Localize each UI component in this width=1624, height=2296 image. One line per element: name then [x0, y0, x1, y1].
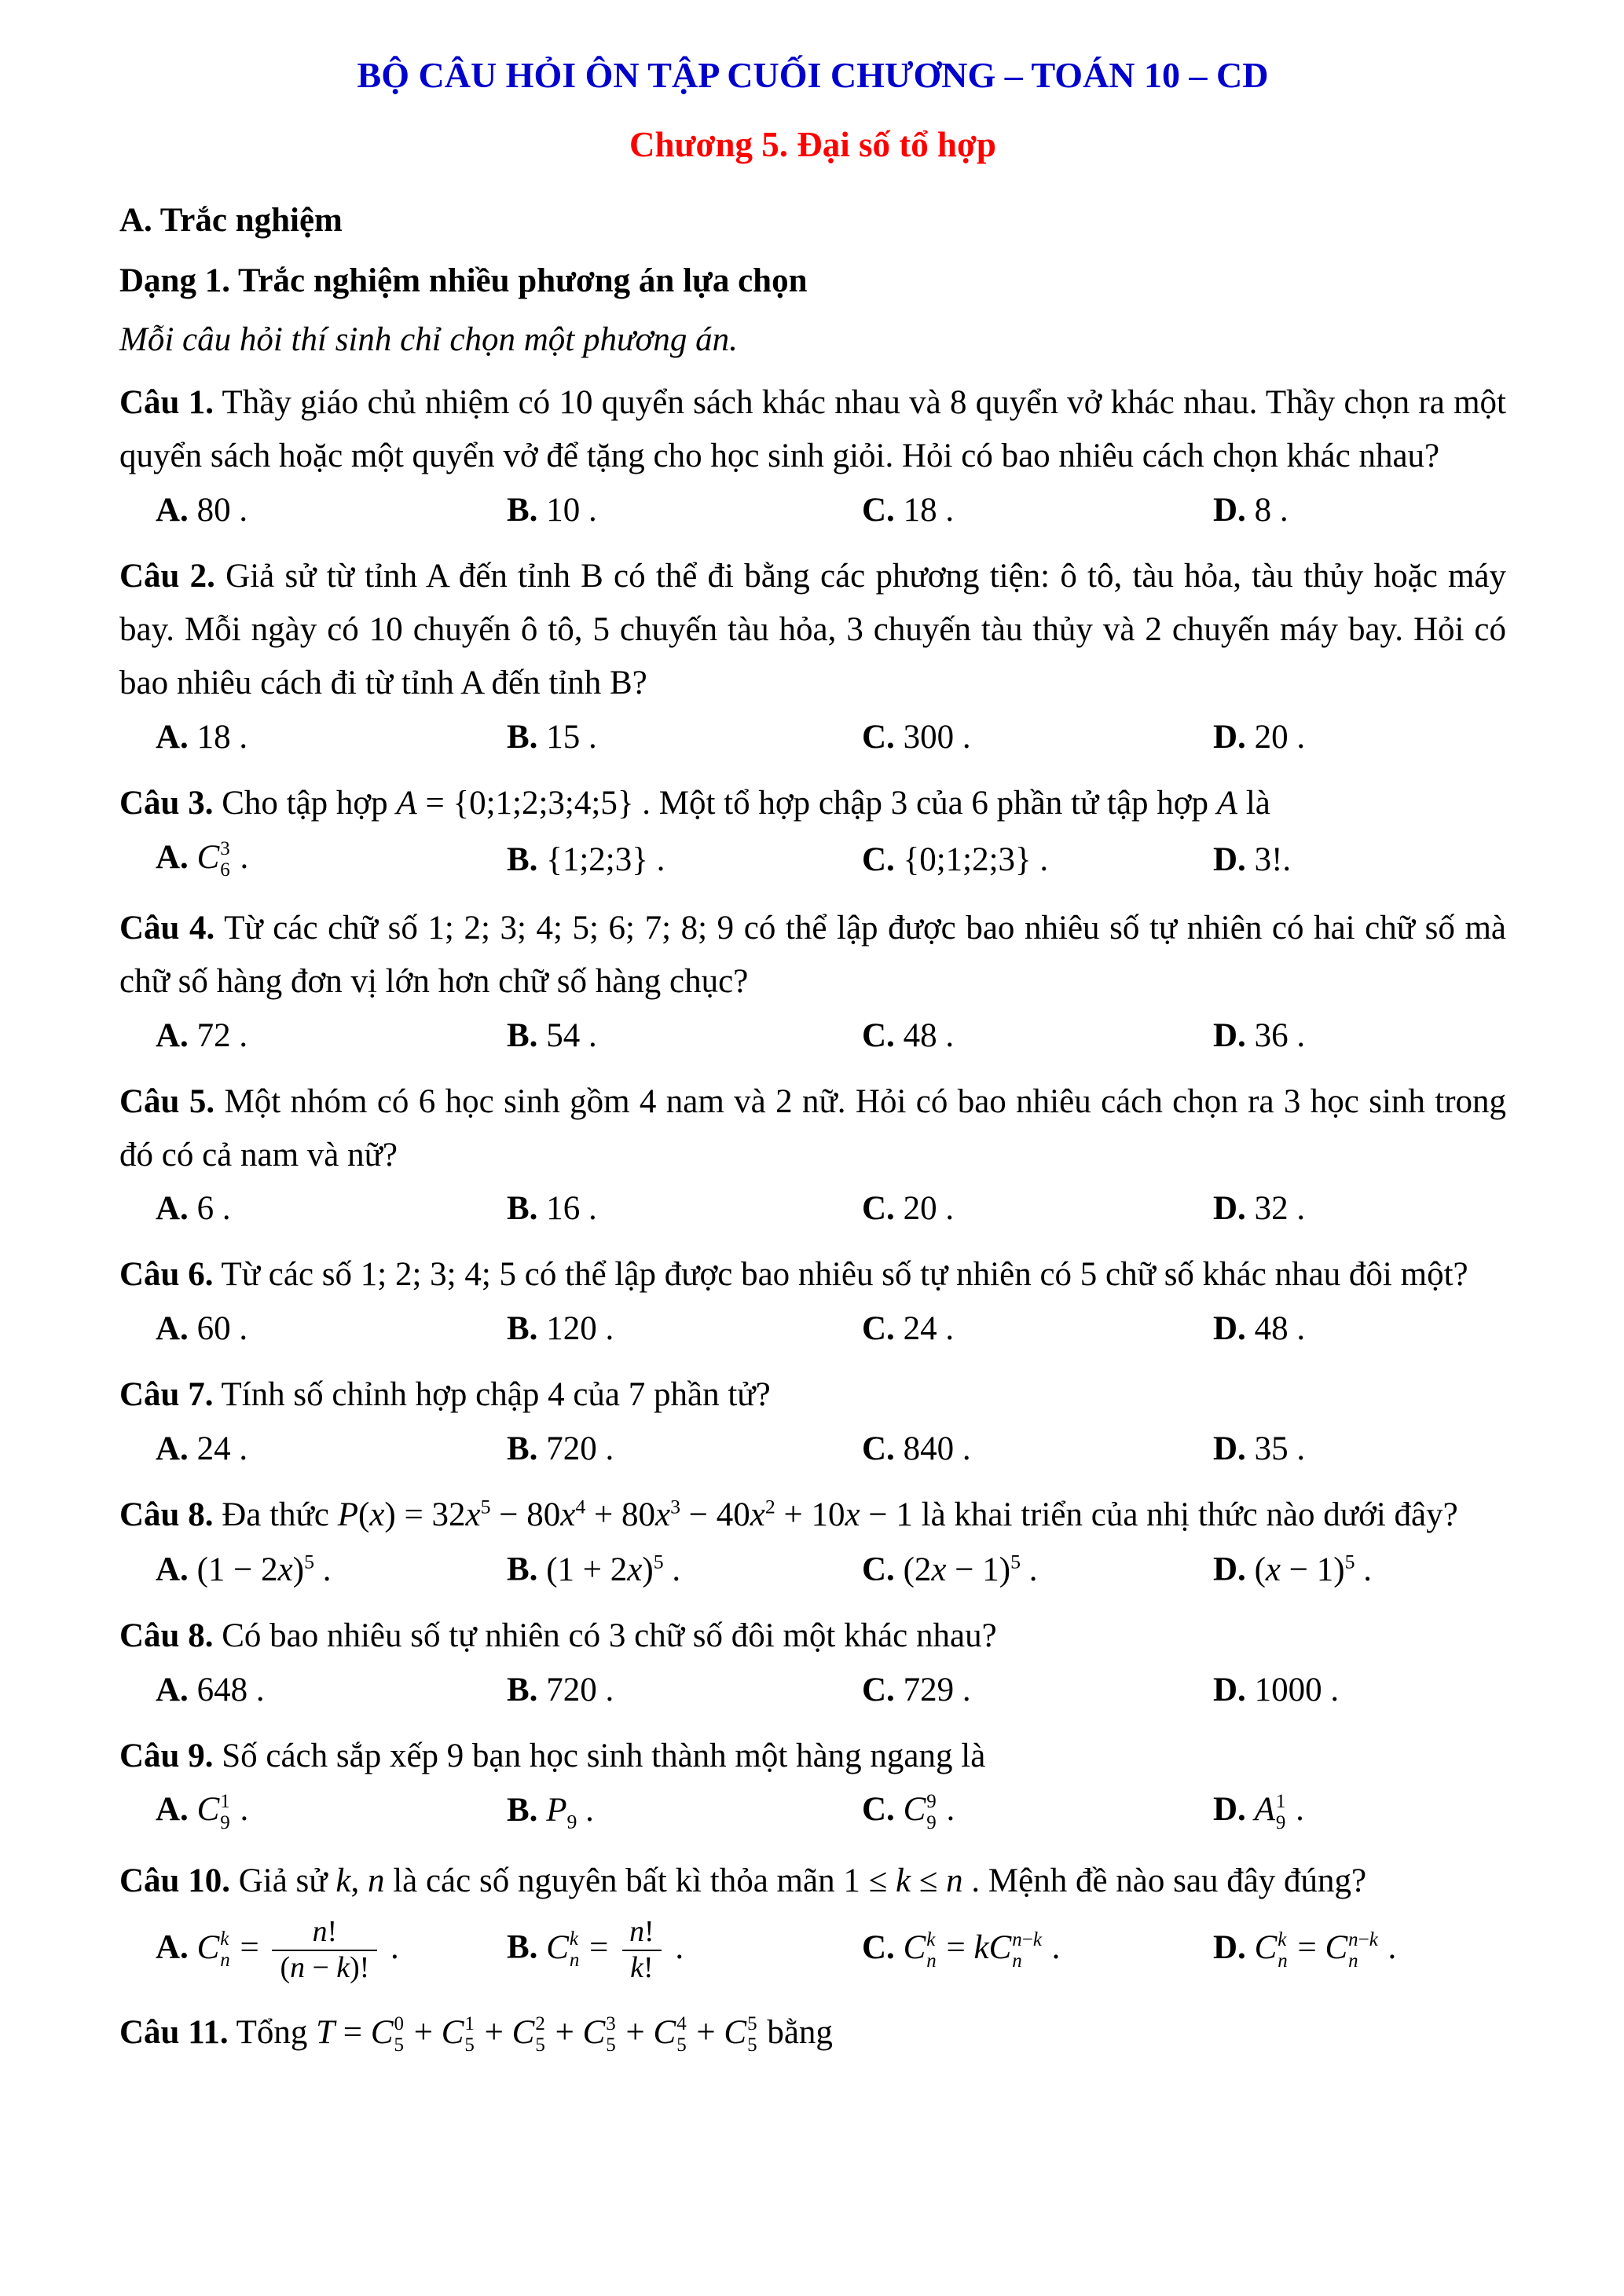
option-letter: B. [507, 718, 538, 756]
option-letter: D. [1213, 1929, 1246, 1967]
options-row [119, 1550, 1506, 1588]
option-c [862, 1430, 1213, 1468]
question-8b [119, 1609, 1506, 1709]
option-d [1213, 1928, 1506, 1972]
question-body: Tính số chỉnh hợp chập 4 của 7 phần tử? [221, 1376, 771, 1414]
option-value: 36 . [1254, 1016, 1306, 1054]
question-body: Thầy giáo chủ nhiệm có 10 quyển sách khác nhau và 8 quyển vở khác nhau. Thầy chọn ra một quyển sách hoặc một quyển vở để tặng cho học sinh giỏi. Hỏi có bao nhiêu cách chọn khác nhau? [119, 384, 1506, 474]
option-c [862, 1309, 1213, 1348]
options-row [119, 1790, 1506, 1833]
option-letter: C. [862, 1929, 895, 1967]
options-row [119, 1915, 1506, 1985]
option-letter: B. [507, 1791, 538, 1829]
question-body: Số cách sắp xếp 9 bạn học sinh thành một hàng ngang là [222, 1737, 986, 1774]
option-value: $(2x - 1)^5$ . [903, 1550, 1038, 1588]
question-body: Có bao nhiêu số tự nhiên có 3 chữ số đôi một khác nhau? [222, 1617, 997, 1654]
option-value: 60 . [196, 1310, 248, 1348]
option-c [862, 1671, 1213, 1709]
option-b [507, 1671, 862, 1709]
option-b [507, 1430, 862, 1468]
option-d [1213, 1430, 1506, 1468]
options-row [119, 838, 1506, 881]
option-letter: A. [156, 491, 189, 529]
option-letter: A. [156, 1791, 189, 1829]
option-letter: D. [1213, 1310, 1246, 1348]
option-letter: C. [862, 1551, 895, 1588]
question-label: Câu 1. [119, 384, 214, 422]
option-c [862, 718, 1213, 756]
option-letter: C. [862, 840, 895, 878]
option-letter: C. [862, 1430, 895, 1468]
option-value: 120 . [546, 1310, 614, 1348]
option-b [507, 1791, 862, 1834]
question-text [119, 1489, 1506, 1542]
question-body: Giả sử từ tỉnh A đến tỉnh B có thể đi bằng các phương tiện: ô tô, tàu hỏa, tàu thủy hoặc máy bay. Mỗi ngày có 10 chuyến ô tô, 5 chuyến tàu hỏa, 3 chuyến tàu thủy và 2 chuyến máy bay. Hỏi có bao nhiêu cách đi từ tỉnh A đến tỉnh B? [119, 557, 1507, 701]
option-letter: A. [156, 1016, 189, 1054]
option-a [156, 718, 507, 756]
option-value: C k n = $\frac{n!}{k!}$ . [546, 1915, 684, 1984]
option-letter: B. [507, 1928, 538, 1966]
question-body: Giả sử k, n là các số nguyên bất kì thỏa mãn 1 ≤ k ≤ n . Mệnh đề nào sau đây đúng? [238, 1862, 1367, 1899]
doc-title: BỘ CÂU HỎI ÔN TẬP CUỐI CHƯƠNG – TOÁN 10 – CD [357, 55, 1269, 95]
option-letter: A. [156, 1430, 189, 1468]
option-value: 648 . [196, 1671, 265, 1708]
option-value: 18 . [196, 718, 248, 756]
option-value: 18 . [903, 491, 955, 529]
question-text [119, 1075, 1506, 1182]
question-text [119, 1855, 1506, 1908]
option-value: 8 . [1254, 491, 1289, 529]
option-letter: D. [1213, 491, 1246, 529]
option-value: 1000 . [1254, 1671, 1340, 1708]
option-c [862, 1016, 1213, 1055]
options-row [119, 718, 1506, 756]
question-text [119, 1609, 1506, 1663]
question-text [119, 1730, 1506, 1783]
question-text [119, 777, 1506, 830]
option-value: 35 . [1254, 1430, 1306, 1468]
option-d [1213, 491, 1506, 529]
option-letter: B. [507, 840, 538, 878]
question-text [119, 376, 1506, 483]
option-letter: A. [156, 718, 189, 756]
question-body: Cho tập hợp A = {0;1;2;3;4;5} . Một tổ hợp chập 3 của 6 phần tử tập hợp A là [222, 784, 1270, 822]
option-letter: D. [1213, 1430, 1246, 1468]
option-letter: D. [1213, 1190, 1246, 1228]
option-letter: C. [862, 491, 895, 529]
question-label: Câu 11. [119, 2013, 229, 2051]
option-letter: B. [507, 1190, 538, 1228]
options-row [119, 1016, 1506, 1055]
option-value: 72 . [196, 1016, 248, 1054]
option-value: 720 . [546, 1671, 614, 1708]
option-letter: B. [507, 1671, 538, 1708]
option-value: 24 . [903, 1310, 955, 1348]
question-1 [119, 376, 1506, 529]
option-value: 15 . [546, 718, 597, 756]
question-text [119, 902, 1506, 1009]
option-letter: B. [507, 1016, 538, 1054]
question-text [119, 550, 1506, 710]
option-value: $(1 + 2x)^5$ . [546, 1550, 681, 1588]
option-value: 720 . [546, 1430, 614, 1468]
question-label: Câu 2. [119, 557, 215, 595]
options-row [119, 491, 1506, 529]
option-b [507, 1309, 862, 1348]
option-letter: B. [507, 491, 538, 529]
question-text [119, 1248, 1506, 1302]
option-a [156, 1671, 507, 1709]
options-row [119, 1189, 1506, 1228]
option-a [156, 1309, 507, 1348]
option-letter: C. [862, 1310, 895, 1348]
question-label: Câu 10. [119, 1862, 230, 1899]
option-value: $P_9$ . [546, 1791, 594, 1833]
option-letter: D. [1213, 718, 1246, 756]
option-c [862, 1550, 1213, 1588]
option-letter: D. [1213, 1671, 1246, 1708]
option-b [507, 1915, 862, 1985]
option-value: 300 . [903, 718, 971, 756]
option-letter: A. [156, 1928, 189, 1966]
option-value: 80 . [196, 491, 248, 529]
question-body: Một nhóm có 6 học sinh gồm 4 nam và 2 nữ. Hỏi có bao nhiêu cách chọn ra 3 học sinh trong đó có cả nam và nữ? [119, 1082, 1507, 1174]
question-7 [119, 1368, 1506, 1468]
option-value: C 9 9 . [903, 1790, 955, 1833]
option-b [507, 840, 862, 879]
option-value: C k n = $\frac{n!}{(n - k)!}$ . [196, 1915, 399, 1984]
option-a [156, 1189, 507, 1228]
option-letter: A. [156, 838, 189, 876]
question-label: Câu 9. [119, 1737, 214, 1774]
question-label: Câu 3. [119, 784, 214, 822]
option-a [156, 1915, 507, 1985]
option-letter: C. [862, 1791, 895, 1829]
option-value: 10 . [546, 491, 597, 529]
option-c [862, 491, 1213, 529]
option-value: 3!. [1254, 840, 1292, 878]
question-4 [119, 902, 1506, 1055]
question-8a [119, 1489, 1506, 1588]
question-text [119, 2006, 1506, 2060]
option-c [862, 1790, 1213, 1833]
question-label: Câu 8. [119, 1617, 214, 1654]
option-letter: A. [156, 1310, 189, 1348]
option-a [156, 1550, 507, 1588]
option-letter: C. [862, 1671, 895, 1708]
question-5 [119, 1075, 1506, 1229]
question-label: Câu 8. [119, 1496, 214, 1534]
option-a [156, 1016, 507, 1055]
option-letter: C. [862, 718, 895, 756]
option-letter: C. [862, 1016, 895, 1054]
instruction-note: Mỗi câu hỏi thí sinh chỉ chọn một phương án. [119, 321, 738, 359]
option-value: {0;1;2;3} . [903, 840, 1049, 878]
option-b [507, 1016, 862, 1055]
option-a [156, 1790, 507, 1833]
option-letter: B. [507, 1310, 538, 1348]
option-value: C k n = C n−k n . [1254, 1928, 1397, 1972]
option-value: 16 . [546, 1190, 597, 1228]
option-letter: D. [1213, 1016, 1246, 1054]
options-row [119, 1309, 1506, 1348]
option-letter: B. [507, 1430, 538, 1468]
dang-1-heading: Dạng 1. Trắc nghiệm nhiều phương án lựa chọn [119, 262, 808, 300]
question-body: Tổng T = C 0 5 + C 1 5 + C 2 5 + C 3 5 + C 4 5 + C 5 5 bằng [236, 2012, 833, 2056]
option-value: 20 . [903, 1190, 955, 1228]
option-d [1213, 1016, 1506, 1055]
question-label: Câu 7. [119, 1376, 214, 1414]
option-letter: B. [507, 1551, 538, 1588]
option-c [862, 1189, 1213, 1228]
option-c [862, 840, 1213, 879]
option-value: 6 . [196, 1190, 231, 1228]
option-letter: A. [156, 1671, 189, 1708]
question-label: Câu 4. [119, 909, 215, 947]
options-row [119, 1430, 1506, 1468]
option-value: $(1 - 2x)^5$ . [196, 1550, 332, 1588]
option-letter: A. [156, 1551, 189, 1588]
question-9 [119, 1730, 1506, 1834]
option-value: 48 . [1254, 1310, 1306, 1348]
option-letter: D. [1213, 1551, 1246, 1588]
option-value: 32 . [1254, 1190, 1306, 1228]
question-text [119, 1368, 1506, 1422]
option-value: 840 . [903, 1430, 971, 1468]
question-label: Câu 6. [119, 1256, 214, 1294]
question-11 [119, 2006, 1506, 2060]
option-value: $(x - 1)^5$ . [1254, 1550, 1372, 1588]
option-value: {1;2;3} . [546, 840, 665, 878]
option-d [1213, 1671, 1506, 1709]
option-letter: C. [862, 1190, 895, 1228]
question-body: Đa thức $P(x) = 32x^5 - 80x^4 + 80x^3 - 40x^2 + 10x - 1$ là khai triển của nhị thức nào dưới đây? [222, 1496, 1458, 1534]
option-letter: D. [1213, 1791, 1246, 1829]
option-value: A 1 9 . [1254, 1790, 1304, 1833]
option-letter: D. [1213, 840, 1246, 878]
option-value: 54 . [546, 1016, 597, 1054]
option-letter: A. [156, 1190, 189, 1228]
option-value: C k n = kC n−k n . [903, 1928, 1061, 1972]
question-6 [119, 1248, 1506, 1348]
option-b [507, 1189, 862, 1228]
option-b [507, 718, 862, 756]
option-a [156, 1430, 507, 1468]
option-a [156, 491, 507, 529]
option-value: 20 . [1254, 718, 1306, 756]
option-value: 24 . [196, 1430, 248, 1468]
options-row [119, 1671, 1506, 1709]
option-d [1213, 1189, 1506, 1228]
option-value: C 1 9 . [196, 1790, 249, 1833]
question-body: Từ các chữ số 1; 2; 3; 4; 5; 6; 7; 8; 9 có thể lập được bao nhiêu số tự nhiên có hai chữ số mà chữ số hàng đơn vị lớn hơn chữ số hàng chục? [119, 909, 1507, 1000]
option-d [1213, 1550, 1506, 1588]
option-d [1213, 1309, 1506, 1348]
option-value: C 3 6 . [196, 837, 249, 881]
option-value: 48 . [903, 1016, 955, 1054]
question-10 [119, 1855, 1506, 1986]
option-d [1213, 1790, 1506, 1833]
option-b [507, 491, 862, 529]
question-3 [119, 777, 1506, 881]
question-body: Từ các số 1; 2; 3; 4; 5 có thể lập được bao nhiêu số tự nhiên có 5 chữ số khác nhau đôi một? [221, 1256, 1468, 1294]
question-label: Câu 5. [119, 1082, 215, 1120]
option-b [507, 1550, 862, 1588]
doc-subtitle: Chương 5. Đại số tổ hợp [629, 124, 996, 164]
option-c [862, 1928, 1213, 1972]
option-value: 729 . [903, 1671, 971, 1708]
option-a [156, 838, 507, 881]
section-a-heading: A. Trắc nghiệm [119, 202, 343, 240]
option-d [1213, 840, 1506, 879]
option-d [1213, 718, 1506, 756]
question-2 [119, 550, 1506, 756]
